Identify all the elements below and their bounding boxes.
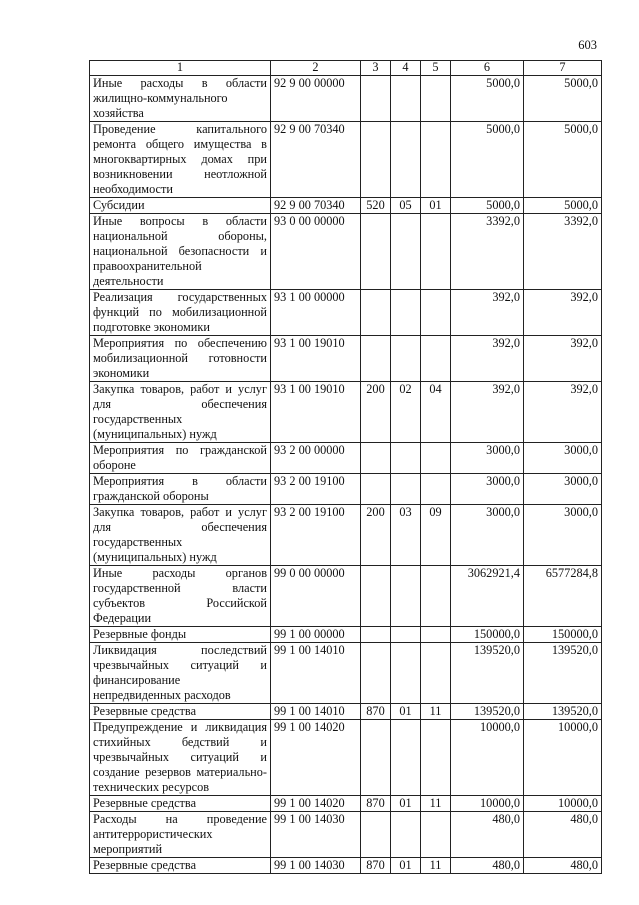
row-name-cell: Резервные фонды <box>90 627 271 643</box>
table-row <box>90 627 602 643</box>
row-code-cell: 93 2 00 19100 <box>271 474 361 505</box>
row-code-cell: 93 1 00 19010 <box>271 382 361 443</box>
row-sum2-cell: 480,0 <box>524 858 602 874</box>
header-cell-1: 1 <box>90 61 271 76</box>
row-sum1-cell: 3062921,4 <box>451 566 524 627</box>
row-name-cell: Субсидии <box>90 198 271 214</box>
row-name-cell: Мероприятия по обеспечению мобилизационной готовности экономики <box>90 336 271 382</box>
table-body <box>90 76 602 874</box>
row-rz-cell <box>391 474 421 505</box>
row-name-cell: Иные расходы в области жилищно-коммунального хозяйства <box>90 76 271 122</box>
row-sum2-cell: 10000,0 <box>524 720 602 796</box>
row-sum1-cell: 10000,0 <box>451 796 524 812</box>
row-rz-cell <box>391 214 421 290</box>
row-sum2-cell: 3392,0 <box>524 214 602 290</box>
row-rz-cell: 05 <box>391 198 421 214</box>
row-sum2-cell: 5000,0 <box>524 198 602 214</box>
row-pr-cell: 11 <box>421 704 451 720</box>
row-sum1-cell: 392,0 <box>451 336 524 382</box>
row-sum1-cell: 480,0 <box>451 812 524 858</box>
header-cell-2: 2 <box>271 61 361 76</box>
row-vr-cell <box>361 474 391 505</box>
row-sum1-cell: 3000,0 <box>451 443 524 474</box>
row-code-cell: 99 1 00 14010 <box>271 643 361 704</box>
row-vr-cell <box>361 566 391 627</box>
row-rz-cell: 01 <box>391 858 421 874</box>
row-code-cell: 99 1 00 14010 <box>271 704 361 720</box>
table-row <box>90 796 602 812</box>
row-vr-cell <box>361 443 391 474</box>
row-sum2-cell: 3000,0 <box>524 474 602 505</box>
budget-table <box>89 60 602 874</box>
row-sum2-cell: 480,0 <box>524 812 602 858</box>
row-vr-cell <box>361 643 391 704</box>
row-name-cell: Резервные средства <box>90 858 271 874</box>
row-code-cell: 99 1 00 00000 <box>271 627 361 643</box>
row-pr-cell: 11 <box>421 858 451 874</box>
row-sum1-cell: 392,0 <box>451 382 524 443</box>
row-code-cell: 93 1 00 00000 <box>271 290 361 336</box>
row-vr-cell <box>361 214 391 290</box>
row-sum1-cell: 3000,0 <box>451 474 524 505</box>
row-sum2-cell: 3000,0 <box>524 505 602 566</box>
row-sum2-cell: 392,0 <box>524 290 602 336</box>
table-row <box>90 704 602 720</box>
table-row <box>90 474 602 505</box>
row-name-cell: Иные вопросы в области национальной обороны, национальной безопасности и правоохранительной деятельности <box>90 214 271 290</box>
header-row <box>90 61 602 76</box>
row-sum1-cell: 3000,0 <box>451 505 524 566</box>
row-code-cell: 93 2 00 19100 <box>271 505 361 566</box>
row-sum2-cell: 6577284,8 <box>524 566 602 627</box>
page-number: 603 <box>578 38 597 52</box>
row-name-cell: Мероприятия в области гражданской обороны <box>90 474 271 505</box>
row-code-cell: 99 1 00 14020 <box>271 720 361 796</box>
row-name-cell: Резервные средства <box>90 796 271 812</box>
row-pr-cell <box>421 336 451 382</box>
row-rz-cell <box>391 122 421 198</box>
row-sum1-cell: 5000,0 <box>451 76 524 122</box>
header-cell-5: 5 <box>421 61 451 76</box>
row-rz-cell: 03 <box>391 505 421 566</box>
header-cell-4: 4 <box>391 61 421 76</box>
row-pr-cell <box>421 643 451 704</box>
row-rz-cell: 01 <box>391 796 421 812</box>
table-row <box>90 443 602 474</box>
header-cell-6: 6 <box>451 61 524 76</box>
table-row <box>90 198 602 214</box>
row-sum2-cell: 10000,0 <box>524 796 602 812</box>
row-vr-cell <box>361 122 391 198</box>
row-pr-cell <box>421 720 451 796</box>
row-pr-cell <box>421 290 451 336</box>
row-code-cell: 93 2 00 00000 <box>271 443 361 474</box>
header-cell-7: 7 <box>524 61 602 76</box>
row-vr-cell <box>361 812 391 858</box>
row-vr-cell: 870 <box>361 858 391 874</box>
row-name-cell: Мероприятия по гражданской обороне <box>90 443 271 474</box>
row-code-cell: 93 1 00 19010 <box>271 336 361 382</box>
row-vr-cell: 200 <box>361 505 391 566</box>
row-sum1-cell: 139520,0 <box>451 643 524 704</box>
table-row <box>90 643 602 704</box>
table-row <box>90 720 602 796</box>
row-sum2-cell: 150000,0 <box>524 627 602 643</box>
row-rz-cell <box>391 720 421 796</box>
row-sum2-cell: 392,0 <box>524 382 602 443</box>
row-pr-cell <box>421 76 451 122</box>
row-sum2-cell: 3000,0 <box>524 443 602 474</box>
row-code-cell: 92 9 00 00000 <box>271 76 361 122</box>
row-sum1-cell: 139520,0 <box>451 704 524 720</box>
row-pr-cell <box>421 474 451 505</box>
table-row <box>90 336 602 382</box>
row-name-cell: Предупреждение и ликвидация стихийных бедствий и чрезвычайных ситуаций и создание резервов материально-технических ресурсов <box>90 720 271 796</box>
row-name-cell: Расходы на проведение антитеррористических мероприятий <box>90 812 271 858</box>
row-name-cell: Иные расходы органов государственной власти субъектов Российской Федерации <box>90 566 271 627</box>
row-sum1-cell: 392,0 <box>451 290 524 336</box>
row-rz-cell <box>391 76 421 122</box>
row-name-cell: Ликвидация последствий чрезвычайных ситуаций и финансирование непредвиденных расходов <box>90 643 271 704</box>
row-sum1-cell: 150000,0 <box>451 627 524 643</box>
row-sum1-cell: 10000,0 <box>451 720 524 796</box>
header-cell-3: 3 <box>361 61 391 76</box>
table-row <box>90 812 602 858</box>
row-pr-cell: 04 <box>421 382 451 443</box>
row-sum2-cell: 139520,0 <box>524 704 602 720</box>
row-pr-cell: 01 <box>421 198 451 214</box>
row-vr-cell: 200 <box>361 382 391 443</box>
row-vr-cell <box>361 627 391 643</box>
row-code-cell: 99 1 00 14020 <box>271 796 361 812</box>
row-sum1-cell: 480,0 <box>451 858 524 874</box>
row-code-cell: 93 0 00 00000 <box>271 214 361 290</box>
row-name-cell: Реализация государственных функций по мобилизационной подготовке экономики <box>90 290 271 336</box>
row-sum1-cell: 5000,0 <box>451 122 524 198</box>
row-pr-cell <box>421 214 451 290</box>
row-vr-cell <box>361 720 391 796</box>
table-row <box>90 505 602 566</box>
row-rz-cell <box>391 566 421 627</box>
row-rz-cell <box>391 443 421 474</box>
row-rz-cell <box>391 627 421 643</box>
table-row <box>90 566 602 627</box>
row-pr-cell <box>421 122 451 198</box>
row-vr-cell: 520 <box>361 198 391 214</box>
table-row <box>90 122 602 198</box>
row-code-cell: 99 1 00 14030 <box>271 858 361 874</box>
row-sum1-cell: 5000,0 <box>451 198 524 214</box>
table-row <box>90 76 602 122</box>
row-name-cell: Закупка товаров, работ и услуг для обеспечения государственных (муниципальных) нужд <box>90 505 271 566</box>
row-name-cell: Резервные средства <box>90 704 271 720</box>
table-row <box>90 382 602 443</box>
row-name-cell: Проведение капитального ремонта общего имущества в многоквартирных домах при возникновении неотложной необходимости <box>90 122 271 198</box>
row-rz-cell <box>391 290 421 336</box>
row-name-cell: Закупка товаров, работ и услуг для обеспечения государственных (муниципальных) нужд <box>90 382 271 443</box>
row-rz-cell <box>391 336 421 382</box>
table-row <box>90 290 602 336</box>
table-row <box>90 858 602 874</box>
row-rz-cell <box>391 643 421 704</box>
row-pr-cell <box>421 443 451 474</box>
table-header <box>90 61 602 76</box>
row-rz-cell: 01 <box>391 704 421 720</box>
row-sum2-cell: 139520,0 <box>524 643 602 704</box>
row-vr-cell: 870 <box>361 704 391 720</box>
row-vr-cell: 870 <box>361 796 391 812</box>
row-pr-cell <box>421 627 451 643</box>
row-pr-cell: 11 <box>421 796 451 812</box>
row-pr-cell: 09 <box>421 505 451 566</box>
row-rz-cell <box>391 812 421 858</box>
row-code-cell: 92 9 00 70340 <box>271 198 361 214</box>
row-pr-cell <box>421 812 451 858</box>
row-sum2-cell: 392,0 <box>524 336 602 382</box>
row-sum1-cell: 3392,0 <box>451 214 524 290</box>
row-sum2-cell: 5000,0 <box>524 122 602 198</box>
row-code-cell: 99 0 00 00000 <box>271 566 361 627</box>
row-rz-cell: 02 <box>391 382 421 443</box>
row-vr-cell <box>361 290 391 336</box>
row-vr-cell <box>361 76 391 122</box>
row-code-cell: 92 9 00 70340 <box>271 122 361 198</box>
row-sum2-cell: 5000,0 <box>524 76 602 122</box>
row-vr-cell <box>361 336 391 382</box>
row-pr-cell <box>421 566 451 627</box>
row-code-cell: 99 1 00 14030 <box>271 812 361 858</box>
table-row <box>90 214 602 290</box>
